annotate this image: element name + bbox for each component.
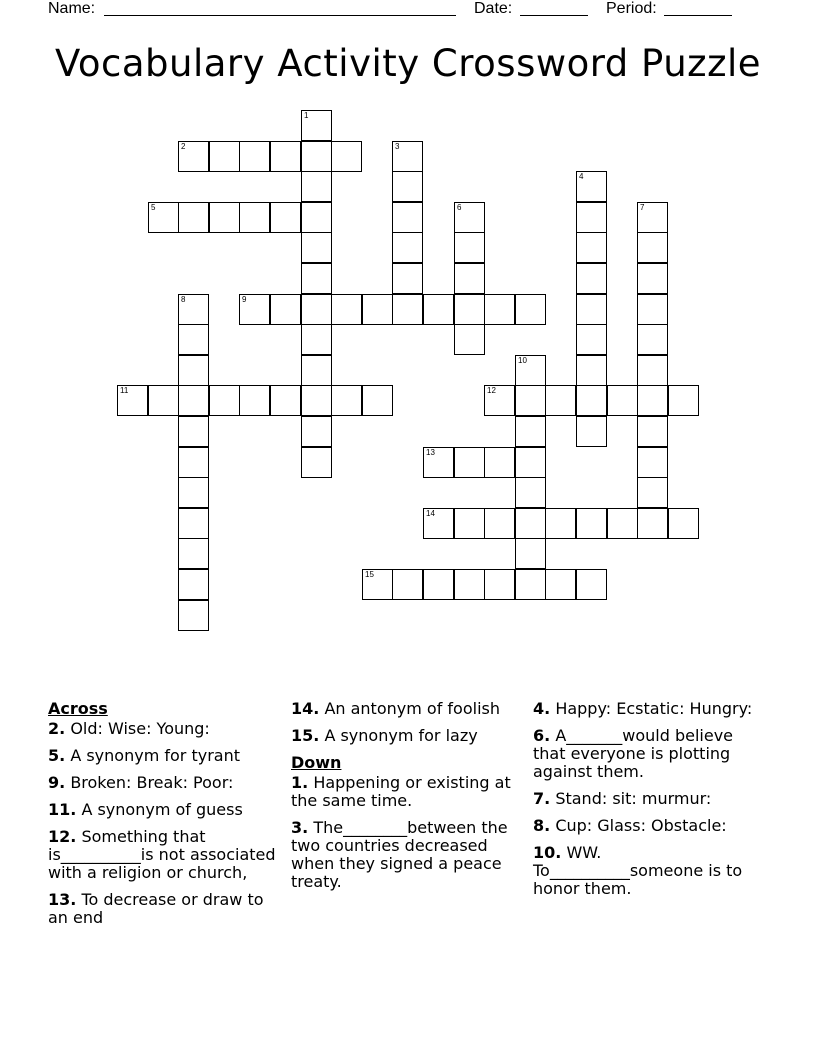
clue-text: Broken: Break: Poor: <box>70 773 234 792</box>
grid-cell[interactable] <box>270 294 301 325</box>
grid-cell[interactable] <box>301 324 332 355</box>
cell-number: 2 <box>181 142 186 151</box>
grid-cell[interactable] <box>454 263 485 294</box>
grid-cell[interactable] <box>178 569 209 600</box>
grid-cell[interactable] <box>576 385 607 416</box>
grid-cell[interactable] <box>423 294 454 325</box>
grid-cell[interactable] <box>423 447 454 478</box>
grid-cell[interactable] <box>239 202 270 233</box>
cell-number: 8 <box>181 295 186 304</box>
grid-cell[interactable] <box>178 447 209 478</box>
grid-cell[interactable] <box>545 569 576 600</box>
clue-text: Old: Wise: Young: <box>70 719 210 738</box>
clue-number: 15. <box>291 726 320 745</box>
clue-text: The________between the two countries decreased when they signed a peace treaty. <box>291 818 508 891</box>
grid-cell[interactable] <box>607 508 638 539</box>
grid-cell[interactable] <box>362 569 393 600</box>
grid-cell[interactable] <box>576 569 607 600</box>
grid-cell[interactable] <box>637 508 668 539</box>
clue-text: An antonym of foolish <box>324 699 500 718</box>
down-heading: Down <box>291 753 342 772</box>
clue-across-9 <box>48 774 278 792</box>
grid-cell[interactable] <box>576 263 607 294</box>
grid-cell[interactable] <box>454 202 485 233</box>
grid-cell[interactable] <box>515 569 546 600</box>
grid-cell[interactable] <box>301 385 332 416</box>
grid-cell[interactable] <box>637 202 668 233</box>
grid-cell[interactable] <box>178 416 209 447</box>
clue-across-13 <box>48 891 278 927</box>
clue-number: 2. <box>48 719 66 738</box>
grid-cell[interactable] <box>178 385 209 416</box>
grid-cell[interactable] <box>484 447 515 478</box>
grid-cell[interactable] <box>178 202 209 233</box>
clue-across-11 <box>48 801 278 819</box>
grid-cell[interactable] <box>301 202 332 233</box>
grid-cell[interactable] <box>637 263 668 294</box>
grid-cell[interactable] <box>637 385 668 416</box>
grid-cell[interactable] <box>637 416 668 447</box>
grid-cell[interactable] <box>301 171 332 202</box>
grid-cell[interactable] <box>515 477 546 508</box>
grid-cell[interactable] <box>331 294 362 325</box>
grid-cell[interactable] <box>392 569 423 600</box>
clue-across-12 <box>48 828 278 882</box>
clue-number: 8. <box>533 816 551 835</box>
grid-cell[interactable] <box>515 538 546 569</box>
page-title: Vocabulary Activity Crossword Puzzle <box>54 42 762 85</box>
grid-cell[interactable] <box>392 232 423 263</box>
grid-cell[interactable] <box>178 508 209 539</box>
grid-cell[interactable] <box>668 508 699 539</box>
clues-column-1 <box>48 700 278 936</box>
grid-cell[interactable] <box>178 141 209 172</box>
grid-cell[interactable] <box>545 385 576 416</box>
grid-cell[interactable] <box>301 263 332 294</box>
clue-across-14 <box>291 700 511 718</box>
clue-number: 10. <box>533 843 562 862</box>
grid-cell[interactable] <box>301 141 332 172</box>
grid-cell[interactable] <box>301 110 332 141</box>
grid-cell[interactable] <box>637 447 668 478</box>
grid-cell[interactable] <box>362 385 393 416</box>
grid-cell[interactable] <box>454 569 485 600</box>
grid-cell[interactable] <box>515 294 546 325</box>
grid-cell[interactable] <box>515 355 546 386</box>
grid-cell[interactable] <box>637 477 668 508</box>
grid-cell[interactable] <box>484 569 515 600</box>
grid-cell[interactable] <box>178 538 209 569</box>
period-label: Period: <box>606 0 657 17</box>
clue-down-3 <box>291 819 511 891</box>
clue-text: A_______would believe that everyone is plotting against them. <box>533 726 734 781</box>
across-heading: Across <box>48 699 108 718</box>
grid-cell[interactable] <box>239 294 270 325</box>
clue-text: Cup: Glass: Obstacle: <box>555 816 727 835</box>
clue-number: 14. <box>291 699 320 718</box>
clue-text: A synonym for tyrant <box>70 746 240 765</box>
grid-cell[interactable] <box>270 141 301 172</box>
cell-number: 3 <box>395 142 400 151</box>
clue-across-15 <box>291 727 511 745</box>
grid-cell[interactable] <box>239 385 270 416</box>
clue-number: 12. <box>48 827 77 846</box>
clue-down-7 <box>533 790 761 808</box>
grid-cell[interactable] <box>454 447 485 478</box>
grid-cell[interactable] <box>392 141 423 172</box>
grid-cell[interactable] <box>484 508 515 539</box>
clue-text: A synonym of guess <box>81 800 243 819</box>
grid-cell[interactable] <box>301 294 332 325</box>
grid-cell[interactable] <box>515 508 546 539</box>
grid-cell[interactable] <box>515 447 546 478</box>
clue-number: 1. <box>291 773 309 792</box>
grid-cell[interactable] <box>637 355 668 386</box>
clue-number: 13. <box>48 890 77 909</box>
grid-cell[interactable] <box>270 202 301 233</box>
clue-text: Happening or existing at the same time. <box>291 773 511 810</box>
cell-number: 11 <box>120 386 129 395</box>
period-field[interactable] <box>664 15 732 16</box>
cell-number: 9 <box>242 295 247 304</box>
grid-cell[interactable] <box>392 171 423 202</box>
clue-number: 11. <box>48 800 77 819</box>
grid-cell[interactable] <box>637 294 668 325</box>
grid-cell[interactable] <box>148 385 179 416</box>
cell-number: 7 <box>640 203 645 212</box>
clue-down-4 <box>533 700 761 718</box>
clue-text: To decrease or draw to an end <box>48 890 264 927</box>
grid-cell[interactable] <box>423 569 454 600</box>
clue-text: Stand: sit: murmur: <box>555 789 712 808</box>
clue-down-6 <box>533 727 761 781</box>
grid-cell[interactable] <box>454 294 485 325</box>
clue-text: A synonym for lazy <box>324 726 478 745</box>
cell-number: 5 <box>151 203 156 212</box>
clue-number: 6. <box>533 726 551 745</box>
clue-across-5 <box>48 747 278 765</box>
grid-cell[interactable] <box>331 141 362 172</box>
grid-cell[interactable] <box>301 447 332 478</box>
grid-cell[interactable] <box>301 232 332 263</box>
grid-cell[interactable] <box>576 171 607 202</box>
grid-cell[interactable] <box>209 141 240 172</box>
grid-cell[interactable] <box>607 385 638 416</box>
grid-cell[interactable] <box>331 385 362 416</box>
grid-cell[interactable] <box>454 324 485 355</box>
clue-number: 4. <box>533 699 551 718</box>
clue-text: Something that is__________is not associated with a religion or church, <box>48 827 276 882</box>
grid-cell[interactable] <box>576 508 607 539</box>
grid-cell[interactable] <box>239 141 270 172</box>
clues-column-3 <box>533 700 761 907</box>
grid-cell[interactable] <box>209 385 240 416</box>
cell-number: 4 <box>579 172 584 181</box>
grid-cell[interactable] <box>484 385 515 416</box>
clue-number: 9. <box>48 773 66 792</box>
clue-across-2 <box>48 720 278 738</box>
grid-cell[interactable] <box>515 385 546 416</box>
date-field[interactable] <box>520 15 588 16</box>
grid-cell[interactable] <box>668 385 699 416</box>
grid-cell[interactable] <box>209 202 240 233</box>
date-label: Date: <box>474 0 513 17</box>
grid-cell[interactable] <box>454 508 485 539</box>
grid-cell[interactable] <box>637 232 668 263</box>
grid-cell[interactable] <box>301 355 332 386</box>
grid-cell[interactable] <box>178 324 209 355</box>
grid-cell[interactable] <box>301 416 332 447</box>
clue-text: WW. To__________someone is to honor them. <box>533 843 743 898</box>
clue-down-1 <box>291 774 511 810</box>
cell-number: 12 <box>487 386 496 395</box>
cell-number: 10 <box>518 356 527 365</box>
grid-cell[interactable] <box>576 232 607 263</box>
grid-cell[interactable] <box>576 202 607 233</box>
grid-cell[interactable] <box>637 324 668 355</box>
cell-number: 13 <box>426 448 435 457</box>
clue-text: Happy: Ecstatic: Hungry: <box>555 699 753 718</box>
grid-cell[interactable] <box>148 202 179 233</box>
grid-cell[interactable] <box>454 232 485 263</box>
grid-cell[interactable] <box>576 294 607 325</box>
clues-column-2 <box>291 700 511 900</box>
clue-number: 5. <box>48 746 66 765</box>
clue-number: 3. <box>291 818 309 837</box>
grid-cell[interactable] <box>484 294 515 325</box>
clue-down-10 <box>533 844 761 898</box>
grid-cell[interactable] <box>178 600 209 631</box>
grid-cell[interactable] <box>392 202 423 233</box>
grid-cell[interactable] <box>576 355 607 386</box>
grid-cell[interactable] <box>117 385 148 416</box>
grid-cell[interactable] <box>178 477 209 508</box>
grid-cell[interactable] <box>545 508 576 539</box>
grid-cell[interactable] <box>392 263 423 294</box>
grid-cell[interactable] <box>576 324 607 355</box>
grid-cell[interactable] <box>178 294 209 325</box>
grid-cell[interactable] <box>576 416 607 447</box>
clue-down-8 <box>533 817 761 835</box>
grid-cell[interactable] <box>515 416 546 447</box>
grid-cell[interactable] <box>423 508 454 539</box>
clue-number: 7. <box>533 789 551 808</box>
grid-cell[interactable] <box>392 294 423 325</box>
grid-cell[interactable] <box>178 355 209 386</box>
cell-number: 14 <box>426 509 435 518</box>
name-label: Name: <box>48 0 96 17</box>
cell-number: 15 <box>365 570 374 579</box>
cell-number: 1 <box>304 111 309 120</box>
name-field[interactable] <box>104 15 456 16</box>
grid-cell[interactable] <box>270 385 301 416</box>
cell-number: 6 <box>457 203 462 212</box>
grid-cell[interactable] <box>362 294 393 325</box>
